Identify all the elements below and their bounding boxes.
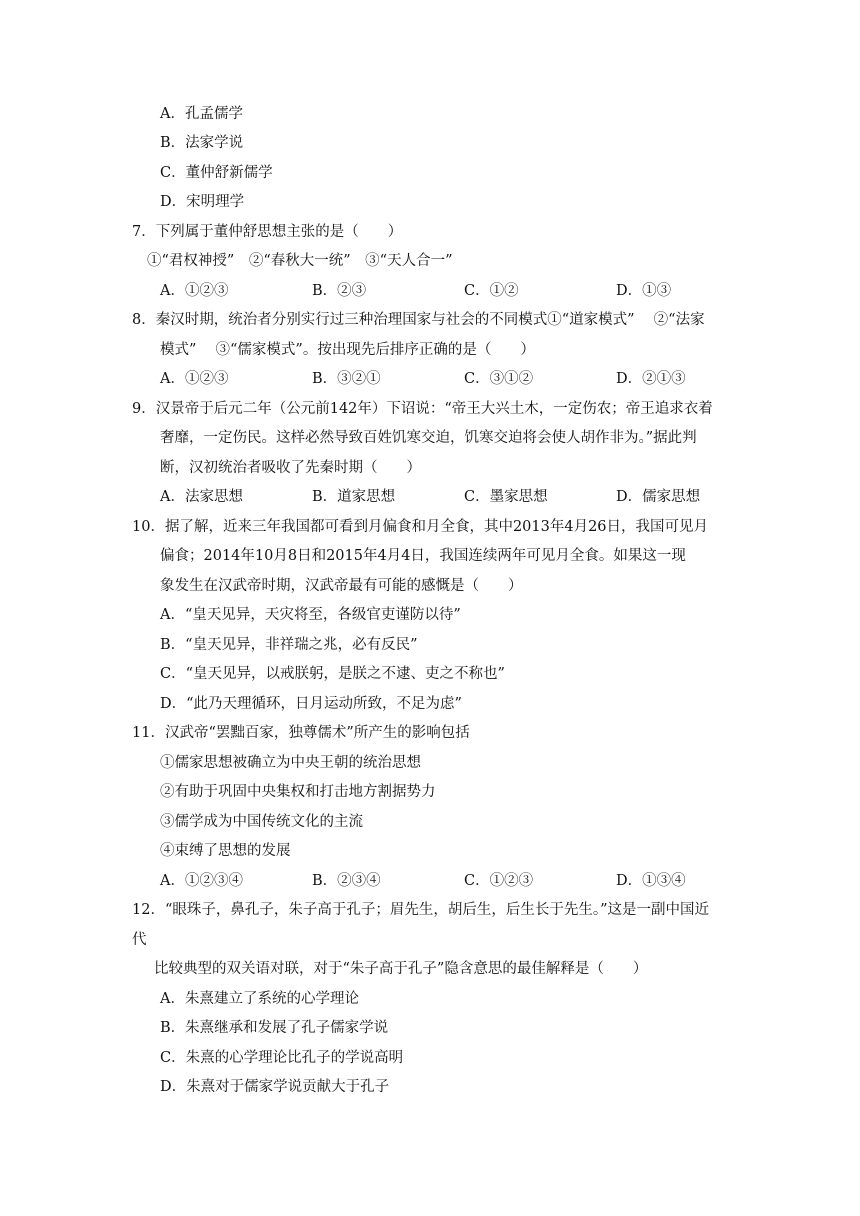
q11-item-3: ③儒学成为中国传统文化的主流 xyxy=(160,814,363,830)
q10-option-c: C．“皇天见异，以戒朕躬，是朕之不逮、吏之不称也” xyxy=(160,666,505,682)
q9-stem-line2: 奢靡，一定伤民。这样必然导致百姓饥寒交迫，饥寒交迫将会使人胡作非为。”据此判 xyxy=(160,430,697,446)
q10-option-a: A．“皇天见异，天灾将至，各级官吏谨防以待” xyxy=(160,607,461,623)
q7-option-c: C．①② xyxy=(464,283,519,299)
q9-option-c: C．墨家思想 xyxy=(464,489,548,505)
q11-option-b: B．②③④ xyxy=(312,873,381,889)
q8-option-c: C．③①② xyxy=(464,371,534,387)
q10-stem-line1: 10．据了解，近来三年我国都可看到月偏食和月全食，其中2013年4月26日，我国可见月 xyxy=(132,519,709,535)
q12-stem-line3: 比较典型的双关语对联，对于“朱子高于孔子”隐含意思的最佳解释是（ ） xyxy=(154,961,648,977)
q10-stem-line3: 象发生在汉武帝时期，汉武帝最有可能的感慨是（ ） xyxy=(160,578,523,594)
q9-option-b: B．道家思想 xyxy=(312,489,396,505)
q6-option-c: C．董仲舒新儒学 xyxy=(160,165,273,181)
q12-option-d: D．朱熹对于儒家学说贡献大于孔子 xyxy=(160,1079,390,1095)
q9-stem-line3: 断，汉初统治者吸收了先秦时期（ ） xyxy=(160,460,421,476)
q7-items: ①“君权神授” ②“春秋大一统” ③“天人合一” xyxy=(147,253,453,269)
q8-option-a: A．①②③ xyxy=(160,371,229,387)
q11-option-a: A．①②③④ xyxy=(160,873,243,889)
q12-stem-line2: 代 xyxy=(132,932,147,948)
q12-option-a: A．朱熹建立了系统的心学理论 xyxy=(160,991,359,1007)
q9-option-a: A．法家思想 xyxy=(160,489,243,505)
q9-stem-line1: 9．汉景帝于后元二年（公元前142年）下诏说：“帝王大兴土木，一定伤农；帝王追求衣着 xyxy=(132,401,713,417)
q11-option-d: D．①③④ xyxy=(616,873,686,889)
q8-option-d: D．②①③ xyxy=(616,371,686,387)
q10-option-b: B．“皇天见异，非祥瑞之兆，必有反民” xyxy=(160,637,418,653)
q8-option-b: B．③②① xyxy=(312,371,381,387)
q11-stem: 11．汉武帝“罢黜百家，独尊儒术”所产生的影响包括 xyxy=(132,725,470,741)
q12-option-b: B．朱熹继承和发展了孔子儒家学说 xyxy=(160,1020,389,1036)
q8-stem-line1: 8．秦汉时期，统治者分别实行过三种治理国家与社会的不同模式①“道家模式” ②“法家 xyxy=(132,312,705,328)
q12-option-c: C．朱熹的心学理论比孔子的学说高明 xyxy=(160,1050,404,1066)
q7-option-d: D．①③ xyxy=(616,283,672,299)
q12-stem-line1: 12．“眼珠子，鼻孔子，朱子高于孔子；眉先生，胡后生，后生长于先生。”这是一副中国近 xyxy=(132,902,710,918)
q6-option-d: D．宋明理学 xyxy=(160,194,245,210)
q10-option-d: D．“此乃天理循环，日月运动所致，不足为虑” xyxy=(160,696,462,712)
q11-option-c: C．①②③ xyxy=(464,873,534,889)
q8-stem-line2: 模式” ③“儒家模式”。按出现先后排序正确的是（ ） xyxy=(160,342,535,358)
q9-option-d: D．儒家思想 xyxy=(616,489,701,505)
q6-option-b: B．法家学说 xyxy=(160,135,244,151)
q11-item-4: ④束缚了思想的发展 xyxy=(160,843,291,859)
q7-stem: 7．下列属于董仲舒思想主张的是（ ） xyxy=(132,224,403,240)
q10-stem-line2: 偏食；2014年10月8日和2015年4月4日，我国连续两年可见月全食。如果这一现 xyxy=(160,548,686,564)
q6-option-a: A．孔孟儒学 xyxy=(160,106,243,122)
q11-item-1: ①儒家思想被确立为中央王朝的统治思想 xyxy=(160,755,421,771)
q7-option-b: B．②③ xyxy=(312,283,367,299)
q11-item-2: ②有助于巩固中央集权和打击地方割据势力 xyxy=(160,784,436,800)
q7-option-a: A．①②③ xyxy=(160,283,229,299)
